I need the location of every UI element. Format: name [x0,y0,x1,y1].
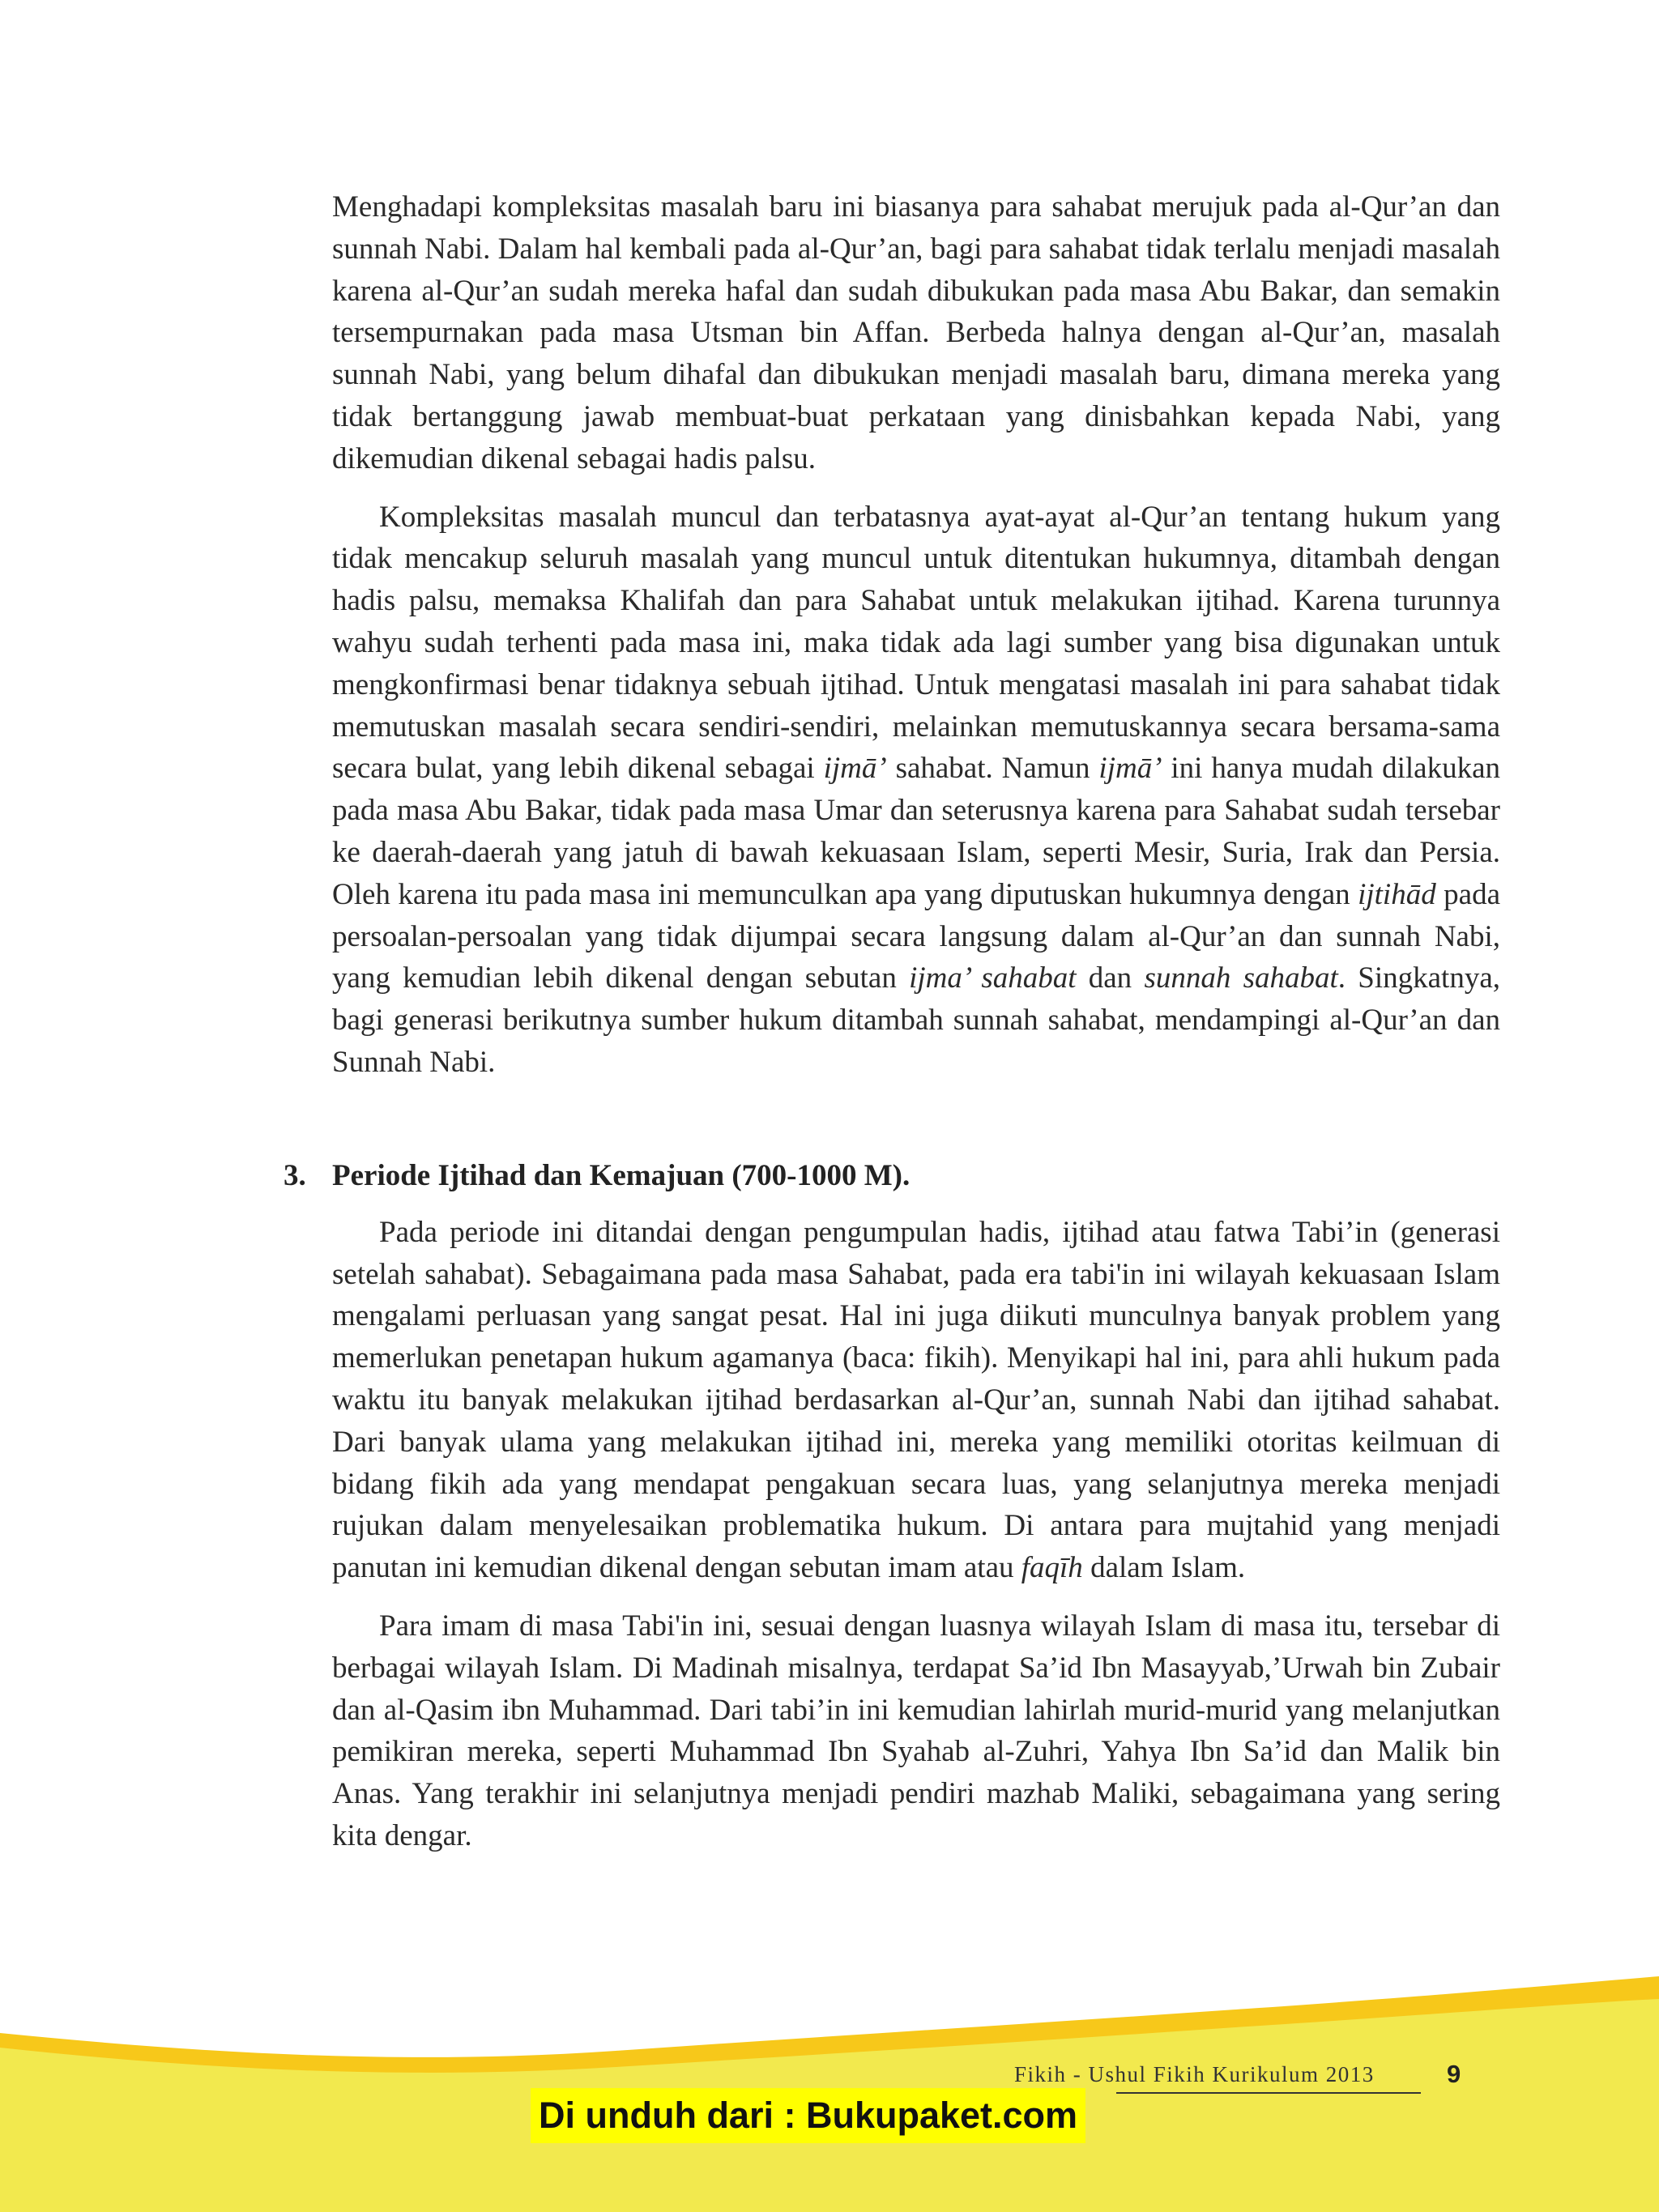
section-title: Periode Ijtihad dan Kemajuan (700-1000 M). [332,1158,911,1192]
italic-term: ijtihād [1358,877,1436,911]
paragraph [332,1212,1500,1589]
section-heading [284,1155,1500,1197]
section-number: 3. [284,1158,306,1192]
italic-term: faqīh [1021,1551,1083,1585]
text-run: Menghadapi kompleksitas masalah baru ini biasanya para sahabat merujuk pada al-Qur’an dan sunnah Nabi. Dalam hal kembali pada al-Qur’an, bagi para sahabat tidak terlalu menjadi masalah karena al-Qur’an sudah mereka hafal dan sudah dibukukan pada masa Abu Bakar, dan semakin tersempurnakan pada masa Utsman bin Affan. Berbeda halnya dengan al-Qur’an, masalah sunnah Nabi, yang belum dihafal dan dibukukan menjadi masalah baru, dimana mereka yang tidak bertanggung jawab membuat-buat perkataan yang dinisbahkan kepada Nabi, yang dikemudian dikenal sebagai hadis palsu. [332,190,1500,475]
intro-paragraphs [332,186,1500,1084]
text-run: Para imam di masa Tabi'in ini, sesuai dengan luasnya wilayah Islam di masa itu, tersebar di berbagai wilayah Islam. Di Madinah misalnya, terdapat Sa’id Ibn Masayyab,’Urwah bin Zubair dan al-Qasim ibn Muhammad. Dari tabi’in ini kemudian lahirlah murid-murid yang melanjutkan pemikiran mereka, seperti Muhammad Ibn Syahab al-Zuhri, Yahya Ibn Sa’id dan Malik bin Anas. Yang terakhir ini selanjutnya menjadi pendiri mazhab Maliki, sebagaimana yang sering kita dengar. [332,1609,1500,1852]
text-run: dan [1076,961,1145,995]
text-run: sahabat. Namun [886,752,1099,786]
book-title: Fikih - Ushul Fikih Kurikulum 2013 [1014,2062,1375,2086]
page-body [284,186,1500,1857]
text-run: Pada periode ini ditandai dengan pengumpulan hadis, ijtihad atau fatwa Tabi’in (generasi setelah sahabat). Sebagaimana pada masa Sahabat, pada era tabi'in ini wilayah kekuasaan Islam mengalami perluasan yang sangat pesat. Hal ini juga diikuti munculnya banyak problem yang memerlukan penetapan hukum agamanya (baca: fikih). Menyikapi hal ini, para ahli hukum pada waktu itu banyak melakukan ijtihad berdasarkan al-Qur’an, sunnah Nabi dan ijtihad sahabat. Dari banyak ulama yang melakukan ijtihad ini, mereka yang memiliki otoritas keilmuan di bidang fikih ada yang mendapat pengakuan secara luas, yang selanjutnya mereka menjadi rujukan dalam menyelesaikan problematika hukum. Di antara para mujtahid yang menjadi panutan ini kemudian dikenal dengan sebutan imam atau [332,1215,1500,1585]
text-run: pada persoalan-persoalan yang tidak dijumpai secara langsung dalam al-Qur’an dan sunnah Nabi, yang kemudian lebih dikenal dengan sebutan [332,877,1500,995]
download-watermark: Di unduh dari : Bukupaket.com [531,2088,1085,2143]
text-run: dalam Islam. [1082,1551,1246,1585]
italic-term: ijmā’ [1098,752,1162,786]
italic-term: ijma’ sahabat [909,961,1077,995]
paragraph [332,186,1500,480]
text-run: . Singkatnya, bagi generasi berikutnya sumber hukum ditambah sunnah sahabat, mendampingi al-Qur’an dan Sunnah Nabi. [332,961,1500,1079]
italic-term: sunnah sahabat [1144,961,1338,995]
text-run: Kompleksitas masalah muncul dan terbatasnya ayat-ayat al-Qur’an tentang hukum yang tidak mencakup seluruh masalah yang muncul untuk ditentukan hukumnya, ditambah dengan hadis palsu, memaksa Khalifah dan para Sahabat untuk melakukan ijtihad. Karena turunnya wahyu sudah terhenti pada masa ini, maka tidak ada lagi sumber yang bisa digunakan untuk mengkonfirmasi benar tidaknya sebuah ijtihad. Untuk mengatasi masalah ini para sahabat tidak memutuskan masalah secara sendiri-sendiri, melainkan memutuskannya secara bersama-sama secara bulat, yang lebih dikenal sebagai [332,500,1500,786]
italic-term: ijmā’ [823,752,887,786]
paragraph [332,1605,1500,1857]
page-number: 9 [1447,2060,1461,2088]
text-run: ini hanya mudah dilakukan pada masa Abu Bakar, tidak pada masa Umar dan seterusnya karena para Sahabat sudah tersebar ke daerah-daerah yang jatuh di bawah kekuasaan Islam, seperti Mesir, Suria, Irak dan Persia. Oleh karena itu pada masa ini memunculkan apa yang diputuskan hukumnya dengan [332,752,1500,911]
footer-underline [1116,2092,1421,2094]
paragraph [332,497,1500,1084]
section-paragraphs [332,1212,1500,1857]
